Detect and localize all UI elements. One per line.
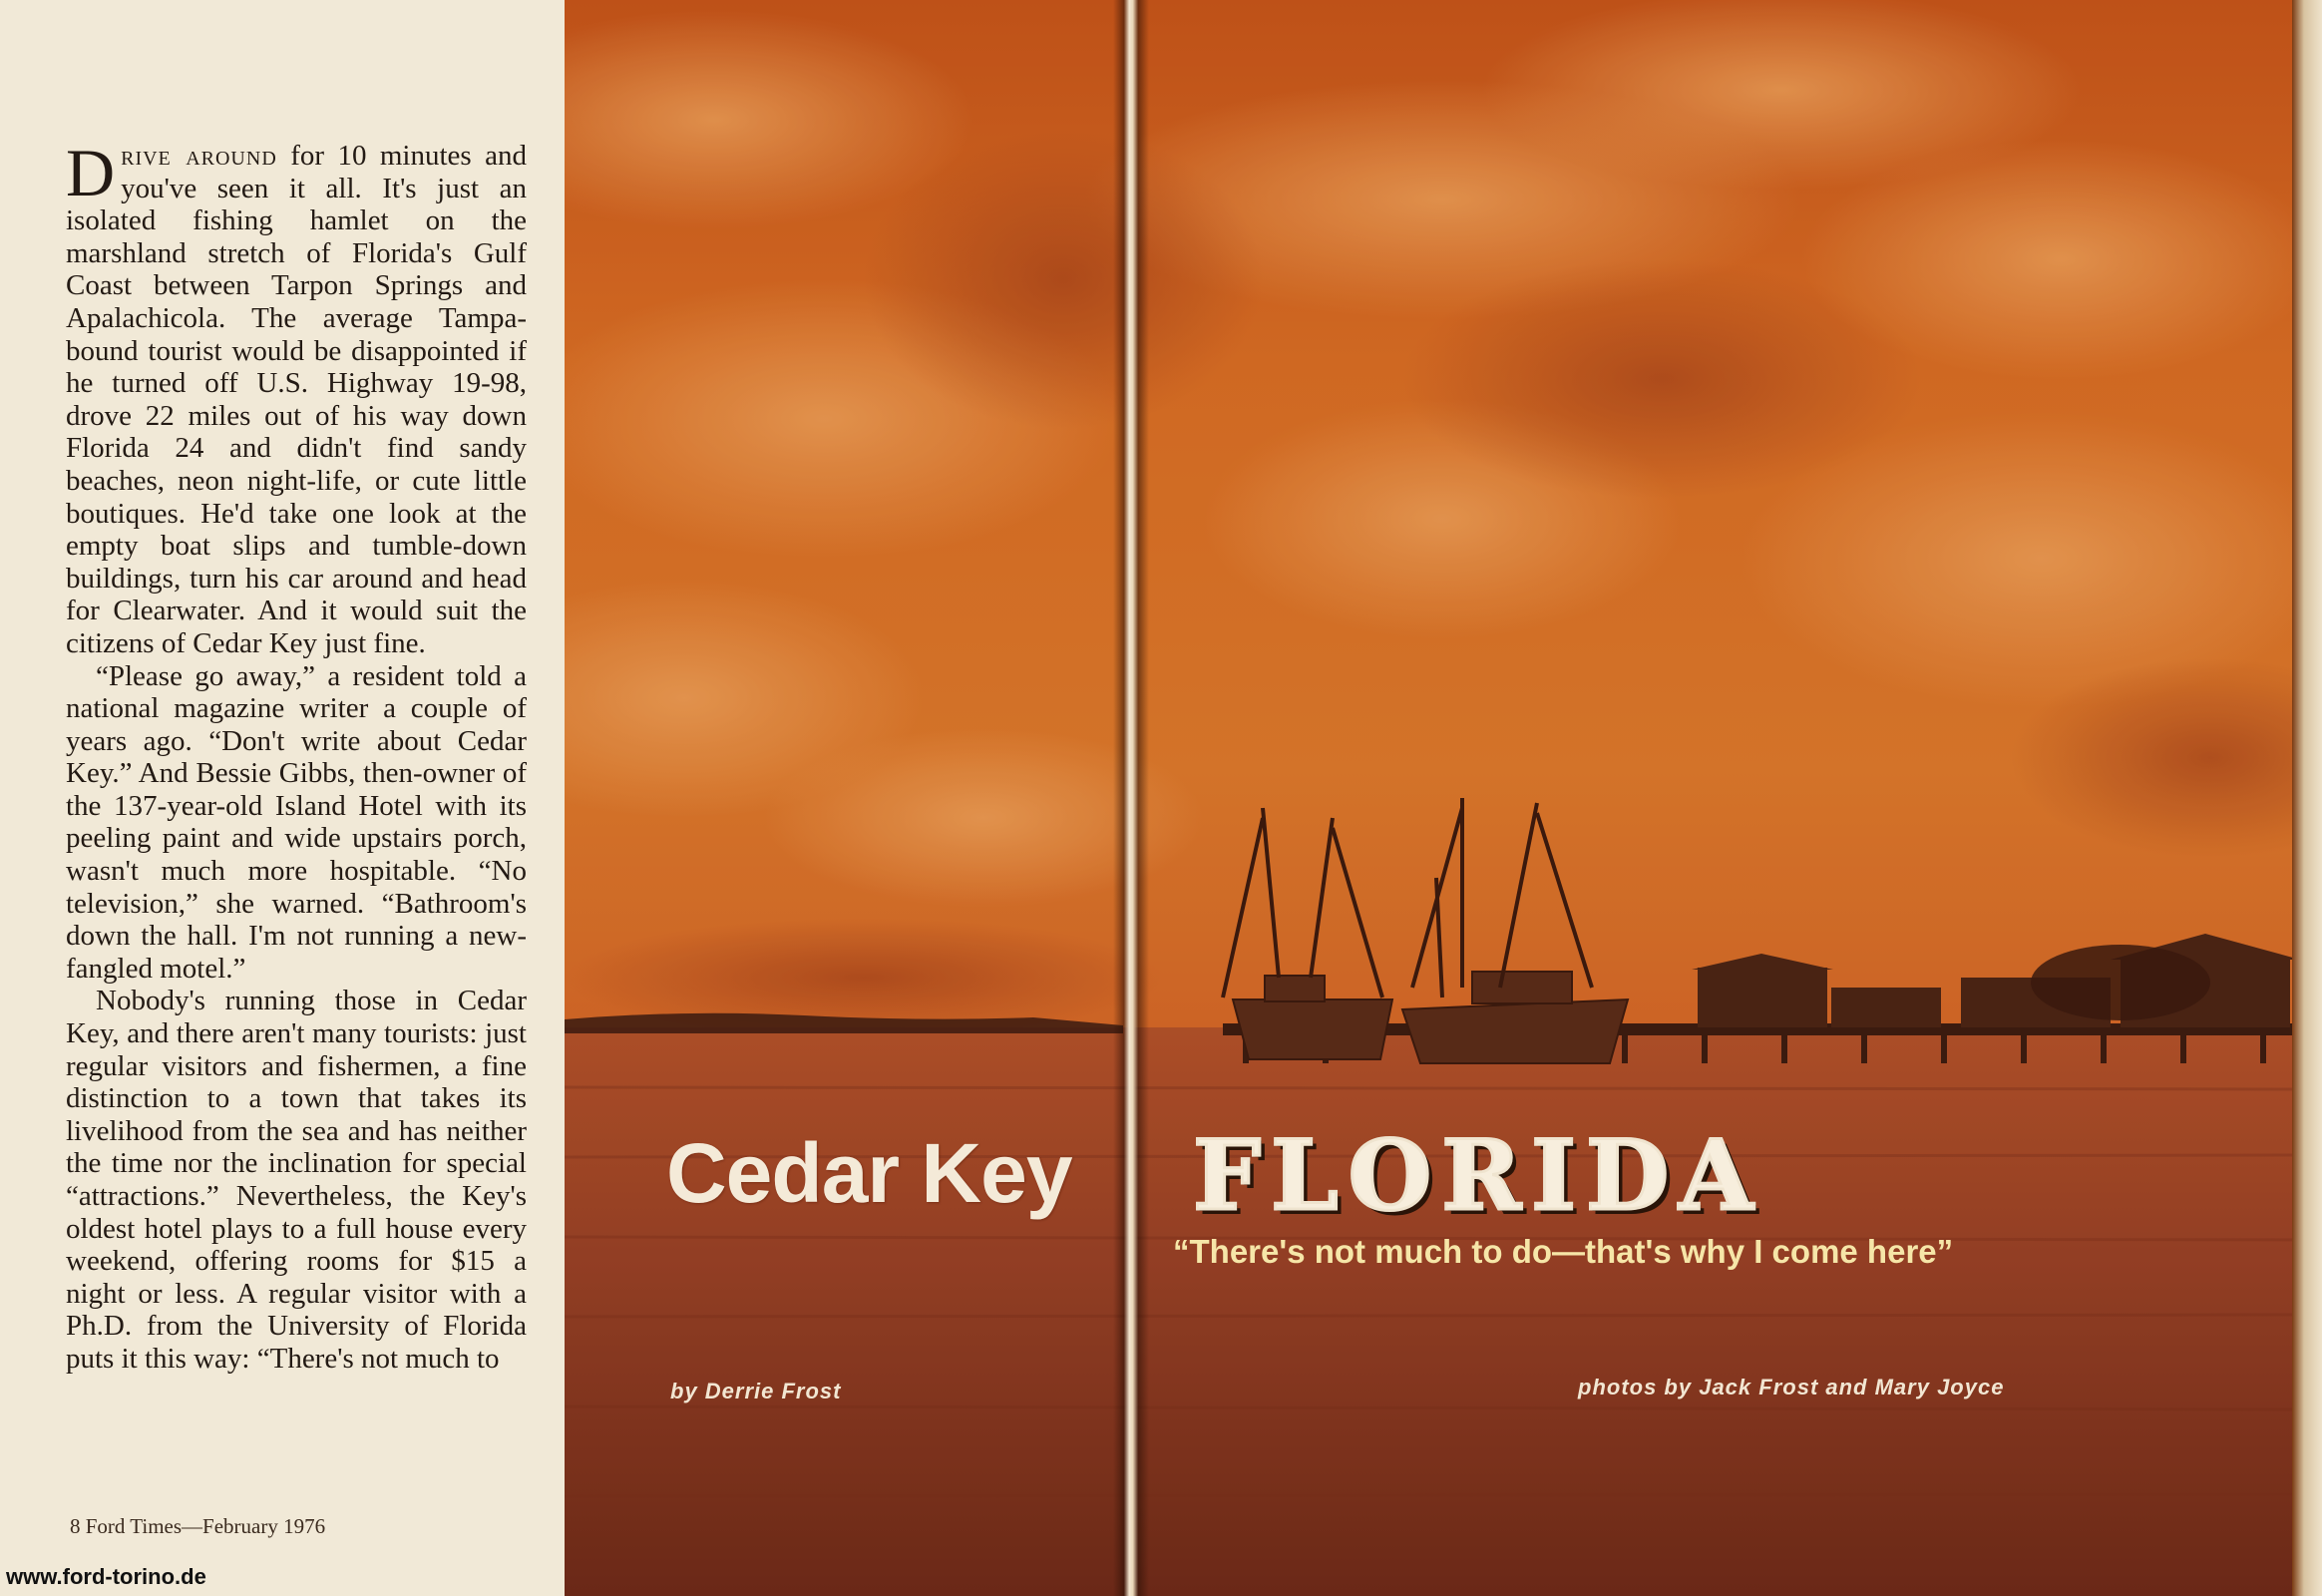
lead-in: rive around [121, 140, 277, 172]
site-watermark: www.ford-torino.de [6, 1564, 206, 1589]
paragraph-1-text: for 10 minutes and you've seen it all. It's just an isolated fishing hamlet on the marshland stretch of Florida's Gulf Coast between Tarpon Springs and Apalachicola. The average Tampa-bound tourist would be disappointed if he turned off U.S. Highway 19-98, drove 22 miles out of his way down Florida 24 and didn't find sandy beaches, neon night-life, or cute little boutiques. He'd take one look at the empty boat slips and tumble-down buildings, turn his car around and head for Clearwater. And it would suit the citizens of Cedar Key just fine. [66, 140, 528, 659]
photo-credit: photos by Jack Frost and Mary Joyce [1578, 1375, 2005, 1399]
article-paragraph-1 [66, 135, 528, 660]
cover-photo [565, 0, 2322, 1596]
article-body [66, 135, 528, 1376]
headline-florida: FLORIDA [1193, 1119, 1763, 1232]
author-byline: by Derrie Frost [670, 1379, 842, 1403]
article-paragraph-3: Nobody's running those in Cedar Key, and there aren't many tourists: just regular visitors and fishermen, a fine distinction to a town that takes its livelihood from the sea and has neither the time nor the inclination for special “attractions.” Nevertheless, the Key's oldest hotel plays to a full house every weekend, offering rooms for $15 a night or less. A regular visitor with a Ph.D. from the University of Florida puts it this way: “There's not much to [66, 985, 527, 1375]
drop-cap: D [66, 135, 116, 210]
page-edge [2292, 0, 2322, 1596]
text-column [0, 0, 565, 1596]
spine-gutter [1113, 0, 1149, 1596]
headline-cedar-key: Cedar Key [666, 1126, 1072, 1220]
article-paragraph-2: “Please go away,” a resident told a national magazine writer a couple of years ago. “Don't write about Cedar Key.” And Bessie Gibbs, then-owner of the 137-year-old Island Hotel with its peeling paint and wide upstairs porch, wasn't much more hospitable. “No television,” she warned. “Bathroom's down the hall. I'm not running a new-fangled motel.” [66, 659, 527, 985]
headline-subtitle: “There's not much to do—that's why I come here” [1173, 1233, 1954, 1270]
page-folio: 8 Ford Times—February 1976 [70, 1514, 326, 1538]
harbor-sunset-photo [565, 0, 2322, 1596]
